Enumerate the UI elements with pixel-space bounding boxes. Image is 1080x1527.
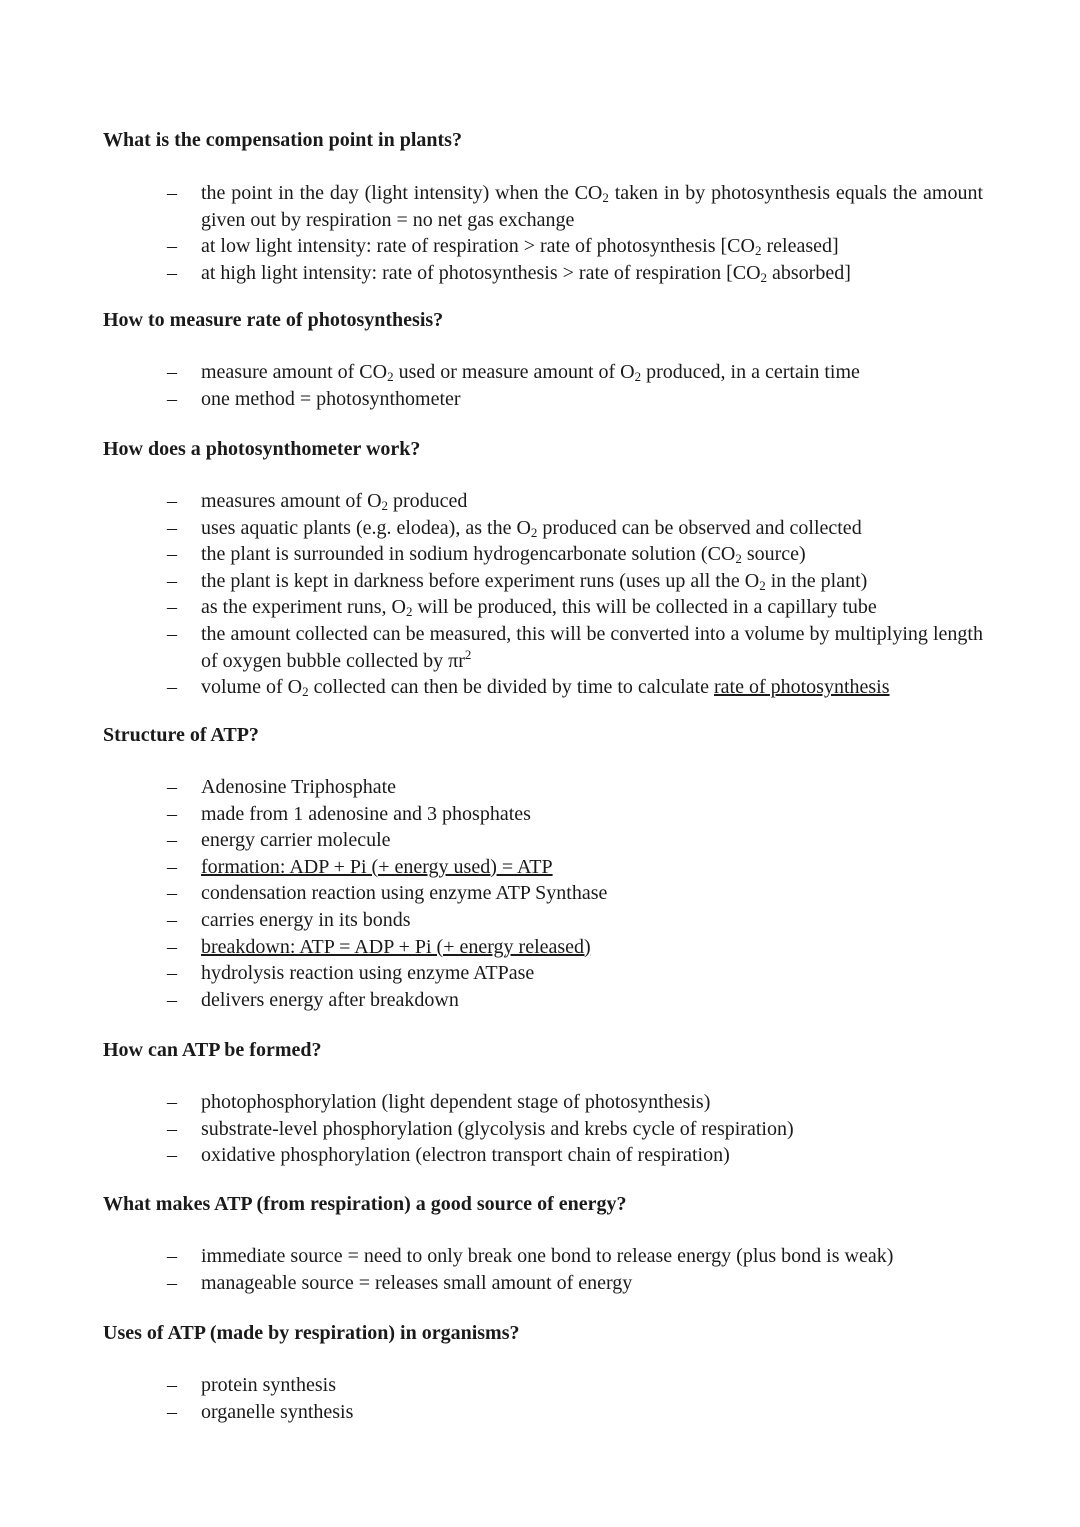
bullet-dash: – [167,182,177,204]
section-heading: How can ATP be formed? [103,1039,322,1061]
section-heading: How does a photosynthometer work? [103,438,421,460]
list-item: – at low light intensity: rate of respiration > rate of photosynthesis [$CO_2$ released] [167,235,839,259]
bullet-list [165,774,983,1013]
section-heading: What makes ATP (from respiration) a good source of energy? [103,1193,627,1215]
list-item: – manageable source = releases small amount of energy [165,1270,983,1297]
bullet-dash: – [167,1374,177,1396]
section-heading: Uses of ATP (made by respiration) in organisms? [103,1322,520,1344]
list-item: – immediate source = need to only break one bond to release energy (plus bond is weak) [165,1243,983,1270]
list-item: – photophosphorylation (light dependent stage of photosynthesis) [165,1089,983,1116]
list-item: – breakdown: ATP = ADP + Pi (+ energy released) [165,934,983,961]
section-atp-structure [103,722,1003,749]
list-item: – as the experiment runs, $O_2$ will be produced, this will be collected in a capillary tube [167,596,877,620]
section-heading: How to measure rate of photosynthesis? [103,309,444,331]
bullet-list [165,1243,983,1296]
list-item: – the point in the day (light intensity) when the $CO_2$ taken in by photosynthesis equals the amount given out by respiration = no net gas exchange [167,182,984,231]
bullet-dash: – [167,361,177,383]
bullet-dash: – [167,1245,177,1267]
bullet-dash: – [167,829,177,852]
list-item: – the plant is surrounded in sodium hydrogencarbonate solution ($CO_2$ source) [167,543,806,567]
list-item: – uses aquatic plants (e.g. elodea), as the $O_2$ produced can be observed and collected [167,516,862,540]
bullet-dash: – [167,988,177,1011]
list-item: – Adenosine Triphosphate [165,774,983,801]
list-item: – the plant is kept in darkness before experiment runs (uses up all the $O_2$ in the plant) [167,569,868,593]
bullet-dash: – [167,1091,177,1113]
bullet-list [165,359,983,412]
section-heading: Structure of ATP? [103,724,259,746]
list-item: – volume of $O_2$ collected can then be divided by time to calculate rate of photosynthesis [167,676,890,700]
bullet-dash: – [167,935,177,958]
bullet-dash: – [167,776,177,798]
section-photosynthometer [103,436,1003,463]
bullet-dash: – [167,882,177,905]
underlined-term: rate of photosynthesis [713,676,890,699]
list-item: – measure amount of $CO_2$ used or measure amount of $O_2$ produced, in a certain time [167,361,860,384]
section-atp-energy-source [103,1191,1003,1218]
list-item: – delivers energy after breakdown [165,987,983,1014]
section-compensation-point [103,127,1003,154]
bullet-dash: – [167,962,177,985]
list-item: – made from 1 adenosine and 3 phosphates [165,801,983,828]
bullet-dash: – [167,543,177,566]
list-item: – the amount collected can be measured, this will be converted into a volume by multiplying length of oxygen bubble collected by $\pi r^2$ [167,622,983,672]
bullet-dash: – [167,622,177,645]
bullet-dash: – [167,1400,177,1423]
bullet-dash: – [167,235,177,258]
bullet-dash: – [167,1271,177,1294]
bullet-dash: – [167,596,177,619]
list-item: – organelle synthesis [165,1399,983,1426]
bullet-list [165,1089,983,1169]
list-item: – oxidative phosphorylation (electron transport chain of respiration) [165,1142,983,1169]
bullet-dash: – [167,490,177,512]
section-measure-photosynthesis [103,307,1003,334]
bullet-dash: – [167,1144,177,1167]
list-item: – substrate-level phosphorylation (glycolysis and krebs cycle of respiration) [165,1116,983,1143]
bullet-list [165,1372,983,1425]
list-item: – carries energy in its bonds [165,907,983,934]
bullet-dash: – [167,1117,177,1140]
bullet-dash: – [167,516,177,539]
bullet-dash: – [167,802,177,825]
bullet-dash: – [167,676,177,699]
section-atp-formation [103,1037,1003,1064]
list-item: – protein synthesis [165,1372,983,1399]
bullet-list [165,180,983,286]
list-item: – energy carrier molecule [165,827,983,854]
list-item: – condensation reaction using enzyme ATP Synthase [165,880,983,907]
list-item: – measures amount of $O_2$ produced [167,490,468,513]
list-item: – one method = photosynthometer [165,386,983,413]
section-heading: What is the compensation point in plants? [103,129,462,151]
list-item: – hydrolysis reaction using enzyme ATPase [165,960,983,987]
section-atp-uses [103,1320,1003,1347]
bullet-dash: – [167,855,177,878]
bullet-dash: – [167,908,177,931]
list-item: – formation: ADP + Pi (+ energy used) = ATP [165,854,983,881]
list-item: – at high light intensity: rate of photosynthesis > rate of respiration [$CO_2$ absorbed] [167,261,851,285]
bullet-dash: – [167,569,177,592]
bullet-dash: – [167,261,177,284]
bullet-dash: – [167,387,177,410]
bullet-list [165,488,983,701]
